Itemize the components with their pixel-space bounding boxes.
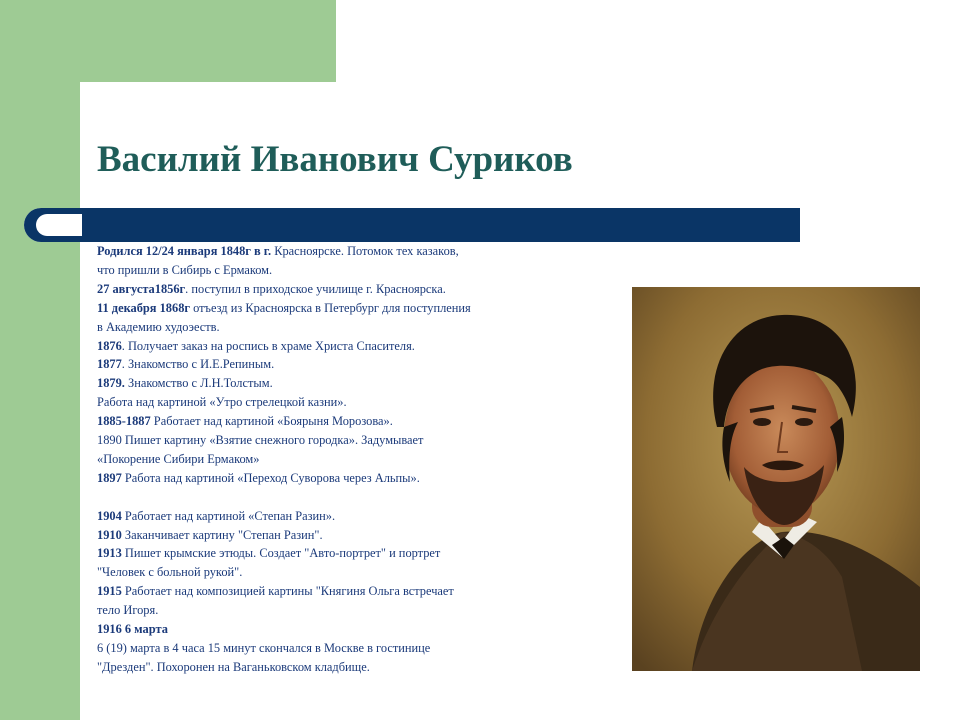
bio-text: отъезд из Красноярска в Петербург для поступления xyxy=(190,300,471,315)
bio-spacer xyxy=(97,488,597,507)
bio-date: 1897 xyxy=(97,470,122,485)
bio-date: 1877 xyxy=(97,357,122,372)
bio-line xyxy=(97,431,597,450)
bio-line xyxy=(97,507,597,526)
bio-line xyxy=(97,469,597,488)
bio-line xyxy=(97,393,597,412)
bio-line xyxy=(97,639,597,658)
bio-date: 1913 xyxy=(97,546,122,561)
bio-line xyxy=(97,658,597,677)
bio-line xyxy=(97,526,597,545)
navy-divider-bar xyxy=(24,208,800,242)
bio-line xyxy=(97,280,597,299)
bio-text: . Знакомство с И.Е.Репиным. xyxy=(121,357,275,372)
bio-text: "Человек с больной рукой". xyxy=(97,565,243,580)
bio-text: "Дрезден". Похоронен на Ваганьковском кладбище. xyxy=(97,659,370,674)
bio-date: 1910 xyxy=(97,527,122,542)
bio-line xyxy=(97,582,597,601)
bio-line xyxy=(97,299,597,318)
bio-line xyxy=(97,355,597,374)
portrait-painting-icon xyxy=(632,287,920,671)
bio-text: Знакомство с Л.Н.Толстым. xyxy=(124,376,273,391)
bio-text: Работает над композицией картины "Княгиня Ольга встречает xyxy=(121,584,454,599)
bio-text: что пришли в Сибирь с Ермаком. xyxy=(97,262,273,277)
bio-date: 1879. xyxy=(97,376,125,391)
bio-date: 1885-1887 xyxy=(97,414,151,429)
bio-date: 1876 xyxy=(97,338,122,353)
green-accent-left xyxy=(0,0,80,720)
bio-line xyxy=(97,563,597,582)
bio-line xyxy=(97,374,597,393)
bio-text: 6 (19) марта в 4 часа 15 минут скончался в Москве в гостинице xyxy=(97,641,431,656)
bio-line xyxy=(97,620,597,639)
bio-text: Работает над картиной «Боярыня Морозова». xyxy=(150,414,393,429)
bio-text: Работа над картиной «Переход Суворова через Альпы». xyxy=(121,470,420,485)
bio-line xyxy=(97,601,597,620)
bio-line xyxy=(97,318,597,337)
bio-date: Родился 12/24 января 1848г в г. xyxy=(97,244,272,258)
bio-line xyxy=(97,450,597,469)
bio-text: . Получает заказ на роспись в храме Христа Спасителя. xyxy=(121,338,415,353)
bio-date: 27 августа1856г xyxy=(97,281,186,296)
bio-text: Работает над картиной «Степан Разин». xyxy=(121,508,336,523)
bio-text: Красноярске. Потомок тех казаков, xyxy=(271,244,459,258)
bar-white-pill xyxy=(36,214,82,236)
bio-text: тело Игоря. xyxy=(97,603,159,618)
bio-line xyxy=(97,337,597,356)
bio-date: 1915 xyxy=(97,584,122,599)
bio-line xyxy=(97,261,597,280)
bio-text: . поступил в приходское училище г. Красноярска. xyxy=(185,281,446,296)
bio-text: «Покорение Сибири Ермаком» xyxy=(97,451,260,466)
bio-date: 11 декабря 1868г xyxy=(97,300,191,315)
bio-line xyxy=(97,544,597,563)
bio-line xyxy=(97,242,597,261)
biography-text xyxy=(97,242,597,677)
bio-text: Работа над картиной «Утро стрелецкой казни». xyxy=(97,395,347,410)
bio-line xyxy=(97,412,597,431)
bio-date: 1904 xyxy=(97,508,122,523)
bio-text: Пишет крымские этюды. Создает "Авто-портрет" и портрет xyxy=(121,546,441,561)
bio-date: 1916 6 марта xyxy=(97,622,168,637)
bio-text: 1890 Пишет картину «Взятие снежного городка». Задумывает xyxy=(97,433,424,448)
bio-text: Заканчивает картину "Степан Разин". xyxy=(121,527,323,542)
slide-title: Василий Иванович Суриков xyxy=(97,139,573,180)
bio-text: в Академию худоэеств. xyxy=(97,319,220,334)
